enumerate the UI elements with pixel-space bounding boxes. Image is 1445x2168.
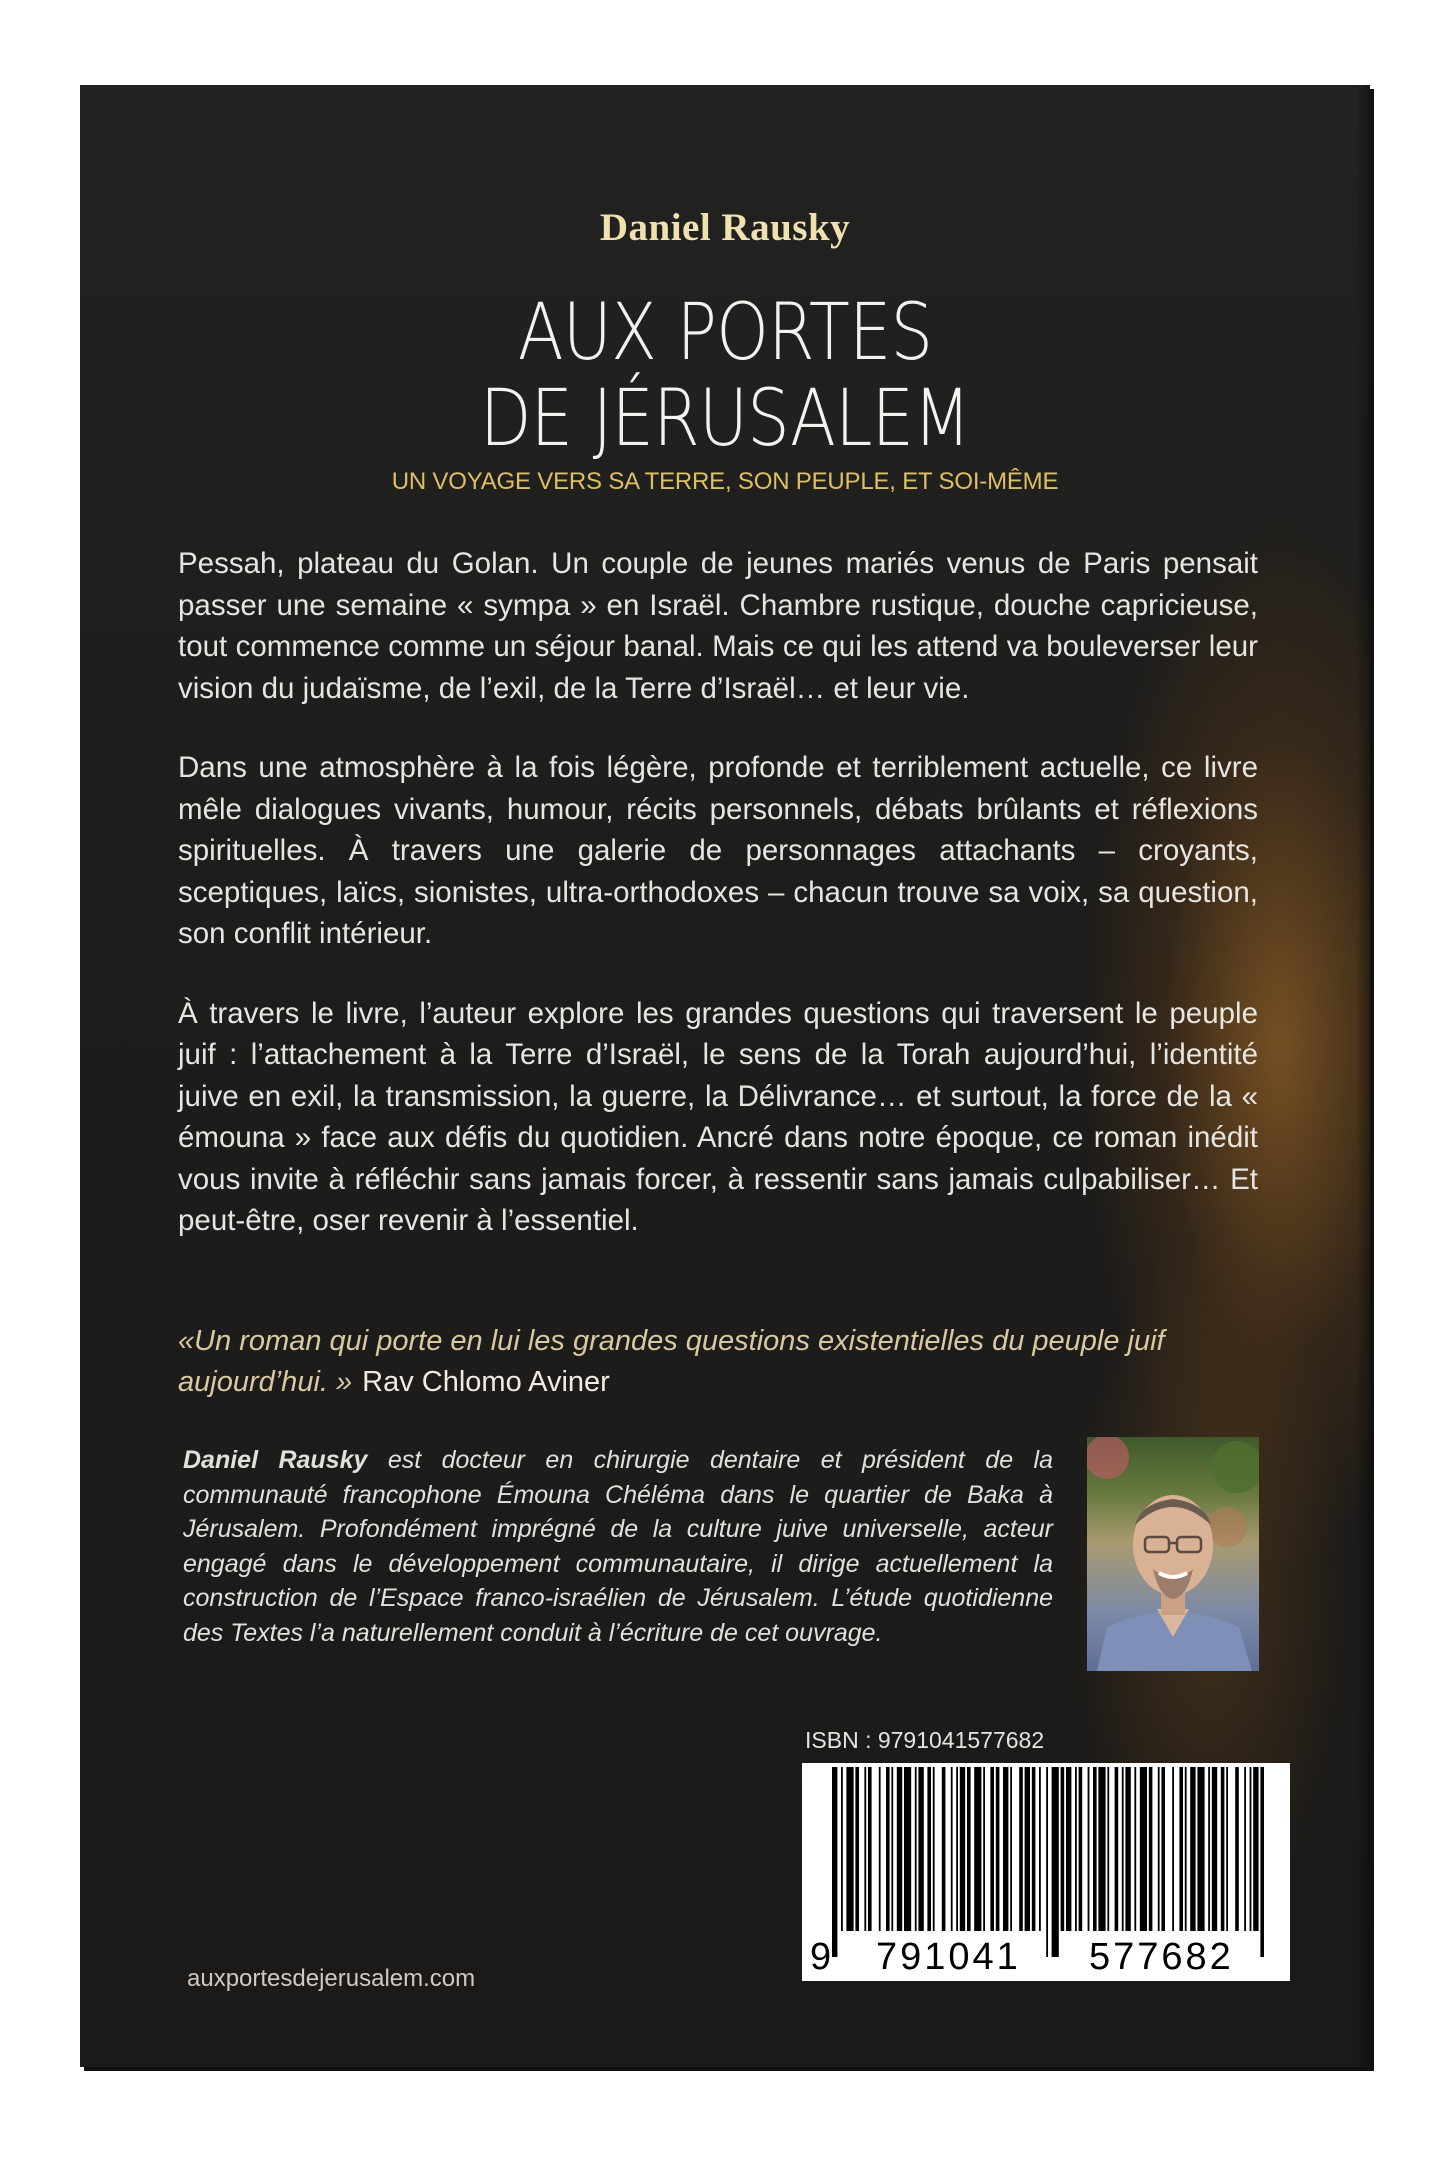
blurb-paragraph-3: À travers le livre, l’auteur explore les grandes questions qui traversent le peuple juif : l’attachement à la Terre d’Israël, le sens de la Torah aujourd’hui, l’identité juive en exil, la transmission, la guerre, la Délivrance… et surtout, la force de la « émouna » face aux défis du quotidien. Ancré dans notre époque, ce roman inédit vous invite à réfléchir sans jamais forcer, à ressentir sans jamais culpabiliser… Et peut-être, oser revenir à l’essentiel. xyxy=(178,996,1258,1237)
blurb xyxy=(178,543,1258,1280)
blurb-paragraph-1: Pessah, plateau du Golan. Un couple de jeunes mariés venus de Paris pensait passer une semaine « sympa » en Israël. Chambre rustique, douche capricieuse, tout commence comme un séjour banal. Mais ce qui les attend va bouleverser leur vision du judaïsme, de l’exil, de la Terre d’Israël… et leur vie. xyxy=(178,547,1258,705)
blurb-paragraph-2: Dans une atmosphère à la fois légère, profonde et terriblement actuelle, ce livre mêle dialogues vivants, humour, récits personnels, débats brûlants et réflexions spirituelles. À travers une galerie de personnages attachants – croyants, sceptiques, laïcs, sionistes, ultra-orthodoxes – chacun trouve sa voix, sa question, son conflit intérieur. xyxy=(178,751,1258,950)
website-url: auxportesdejerusalem.com xyxy=(187,1965,476,1992)
quote-author: Rav Chlomo Aviner xyxy=(362,1366,610,1398)
book-subtitle: UN VOYAGE VERS SA TERRE, SON PEUPLE, ET SOI-MÊME xyxy=(391,468,1059,495)
isbn-label: ISBN : 9791041577682 xyxy=(805,1727,1045,1753)
author-name: Daniel Rausky xyxy=(599,206,851,249)
author-photo xyxy=(1087,1437,1259,1671)
bio-author-name: Daniel Rausky xyxy=(183,1446,368,1474)
book-back-cover xyxy=(80,85,1370,2067)
title-line-1: AUX PORTES xyxy=(517,288,933,378)
author-bio xyxy=(183,1443,1053,1650)
barcode-digits-left: 791041 xyxy=(876,1936,1021,1978)
barcode xyxy=(802,1763,1290,1981)
book-title xyxy=(80,290,1370,462)
title-line-2: DE JÉRUSALEM xyxy=(479,374,971,464)
barcode-digits-right: 577682 xyxy=(1089,1936,1234,1978)
quote-text: «Un roman qui porte en lui les grandes questions existentielles du peuple juif aujourd’hui. » xyxy=(178,1325,1165,1398)
barcode-digit-first: 9 xyxy=(810,1936,832,1978)
bio-text: est docteur en chirurgie dentaire et président de la communauté francophone Émouna Chéléma dans le quartier de Baka à Jérusalem. Profondément imprégné de la culture juive universelle, acteur engagé dans le développement communautaire, il dirige actuellement la construction de l’Espace franco-israélien de Jérusalem. L’étude quotidienne des Textes l’a naturellement conduit à l’écriture de cet ouvrage. xyxy=(183,1446,1053,1647)
endorsement-quote xyxy=(178,1321,1278,1403)
